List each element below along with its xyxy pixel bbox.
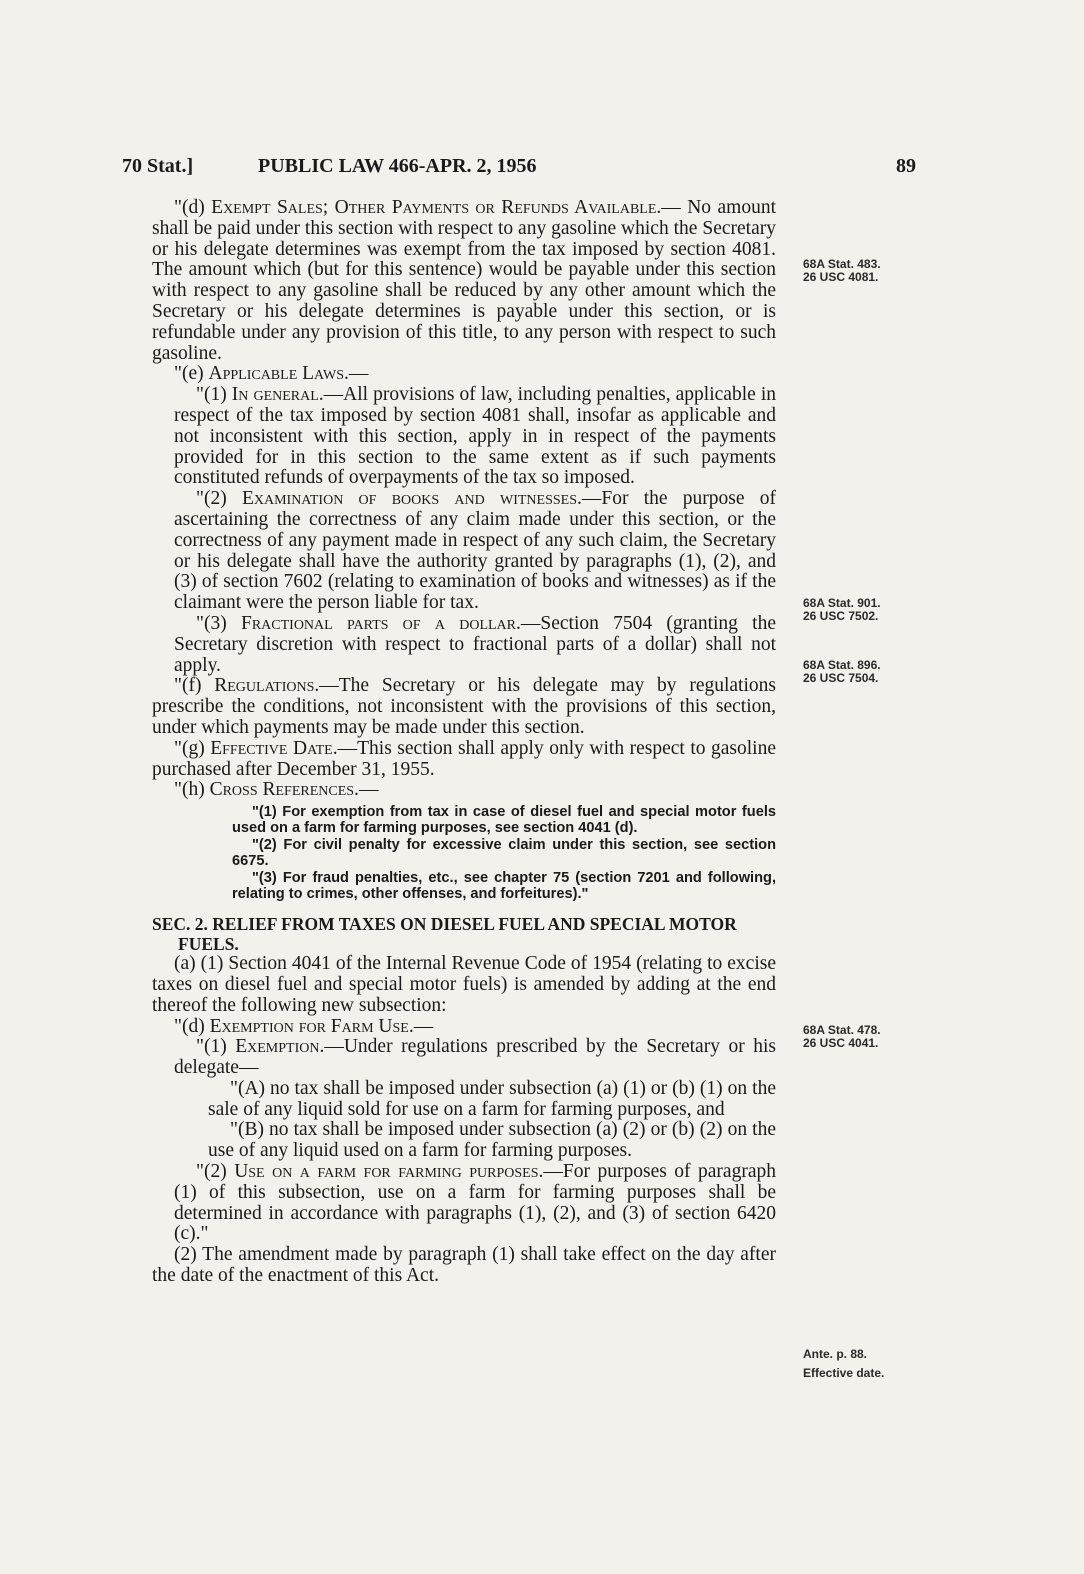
cross-reference-1: "(1) For exemption from tax in case of diesel fuel and special motor fuels used on a farm for farming purposes, see section 4041 (d).	[232, 804, 776, 837]
page-number: 89	[896, 155, 916, 177]
paragraph-sec2-a2: (2) The amendment made by paragraph (1) shall take effect on the day after the date of the enactment of this Act.	[152, 1244, 776, 1287]
paragraph-sec2-B: "(B) no tax shall be imposed under subsection (a) (2) or (b) (2) on the use of any liquid used on a farm for farming purposes.	[208, 1119, 776, 1162]
paragraph-sec2-d2-use-on-farm: "(2) Use on a farm for farming purposes.—For purposes of paragraph (1) of this subsection, use on a farm for farming purposes shall be determined in accordance with paragraphs (1), (2), and (3) of section 6420 (c)."	[174, 1161, 776, 1245]
page-title: PUBLIC LAW 466-APR. 2, 1956	[258, 155, 537, 177]
paragraph-sec2-A: "(A) no tax shall be imposed under subsection (a) (1) or (b) (1) on the sale of any liquid sold for use on a farm for farming purposes, and	[208, 1077, 776, 1120]
margin-note-ante-effective-date: Ante. p. 88. Effective date.	[803, 1347, 885, 1380]
running-head	[122, 155, 916, 183]
paragraph-f-regulations: "(f) Regulations.—The Secretary or his delegate may by regulations prescribe the conditions, not inconsistent with the provisions of this section, under which payments may be made under this section.	[152, 675, 776, 738]
paragraph-sec2-a1: (a) (1) Section 4041 of the Internal Revenue Code of 1954 (relating to excise taxes on diesel fuel and special motor fuels) is amended by adding at the end thereof the following new subsection:	[152, 953, 776, 1016]
cross-reference-3: "(3) For fraud penalties, etc., see chapter 75 (section 7201 and following, relating to crimes, other offenses, and forfeitures)."	[232, 870, 776, 903]
cross-reference-2: "(2) For civil penalty for excessive claim under this section, see section 6675.	[232, 837, 776, 870]
margin-note-68a-896: 68A Stat. 896. 26 USC 7504.	[803, 658, 881, 685]
paragraph-g-effective-date: "(g) Effective Date.—This section shall apply only with respect to gasoline purchased after December 31, 1955.	[152, 737, 776, 780]
paragraph-h-cross-references: "(h) Cross References.—	[174, 779, 379, 801]
margin-note-68a-901: 68A Stat. 901. 26 USC 7502.	[803, 596, 881, 623]
paragraph-e3-fractional-parts: "(3) Fractional parts of a dollar.—Section 7504 (granting the Secretary discretion with respect to fractional parts of a dollar) shall not apply.	[174, 612, 776, 676]
section-2-heading: SEC. 2. RELIEF FROM TAXES ON DIESEL FUEL AND SPECIAL MOTOR FUELS.	[152, 914, 737, 955]
paragraph-e-applicable-laws: "(e) Applicable Laws.—	[174, 363, 369, 385]
paragraph-sec2-d-farm-use: "(d) Exemption for Farm Use.—	[174, 1015, 434, 1037]
volume-reference: 70 Stat.]	[122, 155, 194, 177]
margin-note-68a-478: 68A Stat. 478. 26 USC 4041.	[803, 1023, 881, 1050]
margin-note-68a-483: 68A Stat. 483. 26 USC 4081.	[803, 257, 881, 284]
document-body	[152, 198, 776, 1287]
paragraph-e2-examination: "(2) Examination of books and witnesses.—For the purpose of ascertaining the correctness of any claim made under this section, or the correctness of any payment made in respect of any such claim, the Secretary or his delegate shall have the authority granted by paragraphs (1), (2), and (3) of section 7602 (relating to examination of books and witnesses) as if the claimant were the person liable for tax.	[174, 488, 776, 614]
paragraph-sec2-d1-exemption: "(1) Exemption.—Under regulations prescribed by the Secretary or his delegate—	[174, 1036, 776, 1079]
paragraph-d-exempt-sales: "(d) Exempt Sales; Other Payments or Refunds Available.— No amount shall be paid under this section with respect to any gasoline which the Secretary or his delegate determines was exempt from the tax imposed by section 4081. The amount which (but for this sentence) would be payable under this section with respect to any gasoline shall be reduced by any other amount which the Secretary or his delegate determines is payable under this section, or is refundable under any provision of this title, to any person with respect to such gasoline.	[152, 197, 776, 364]
paragraph-e1-in-general: "(1) In general.—All provisions of law, including penalties, applicable in respect of the tax imposed by section 4081 shall, insofar as applicable and not inconsistent with this section, apply in in respect of the payments provided for in this section to the same extent as if such payments constituted refunds of overpayments of the tax so imposed.	[174, 384, 777, 489]
